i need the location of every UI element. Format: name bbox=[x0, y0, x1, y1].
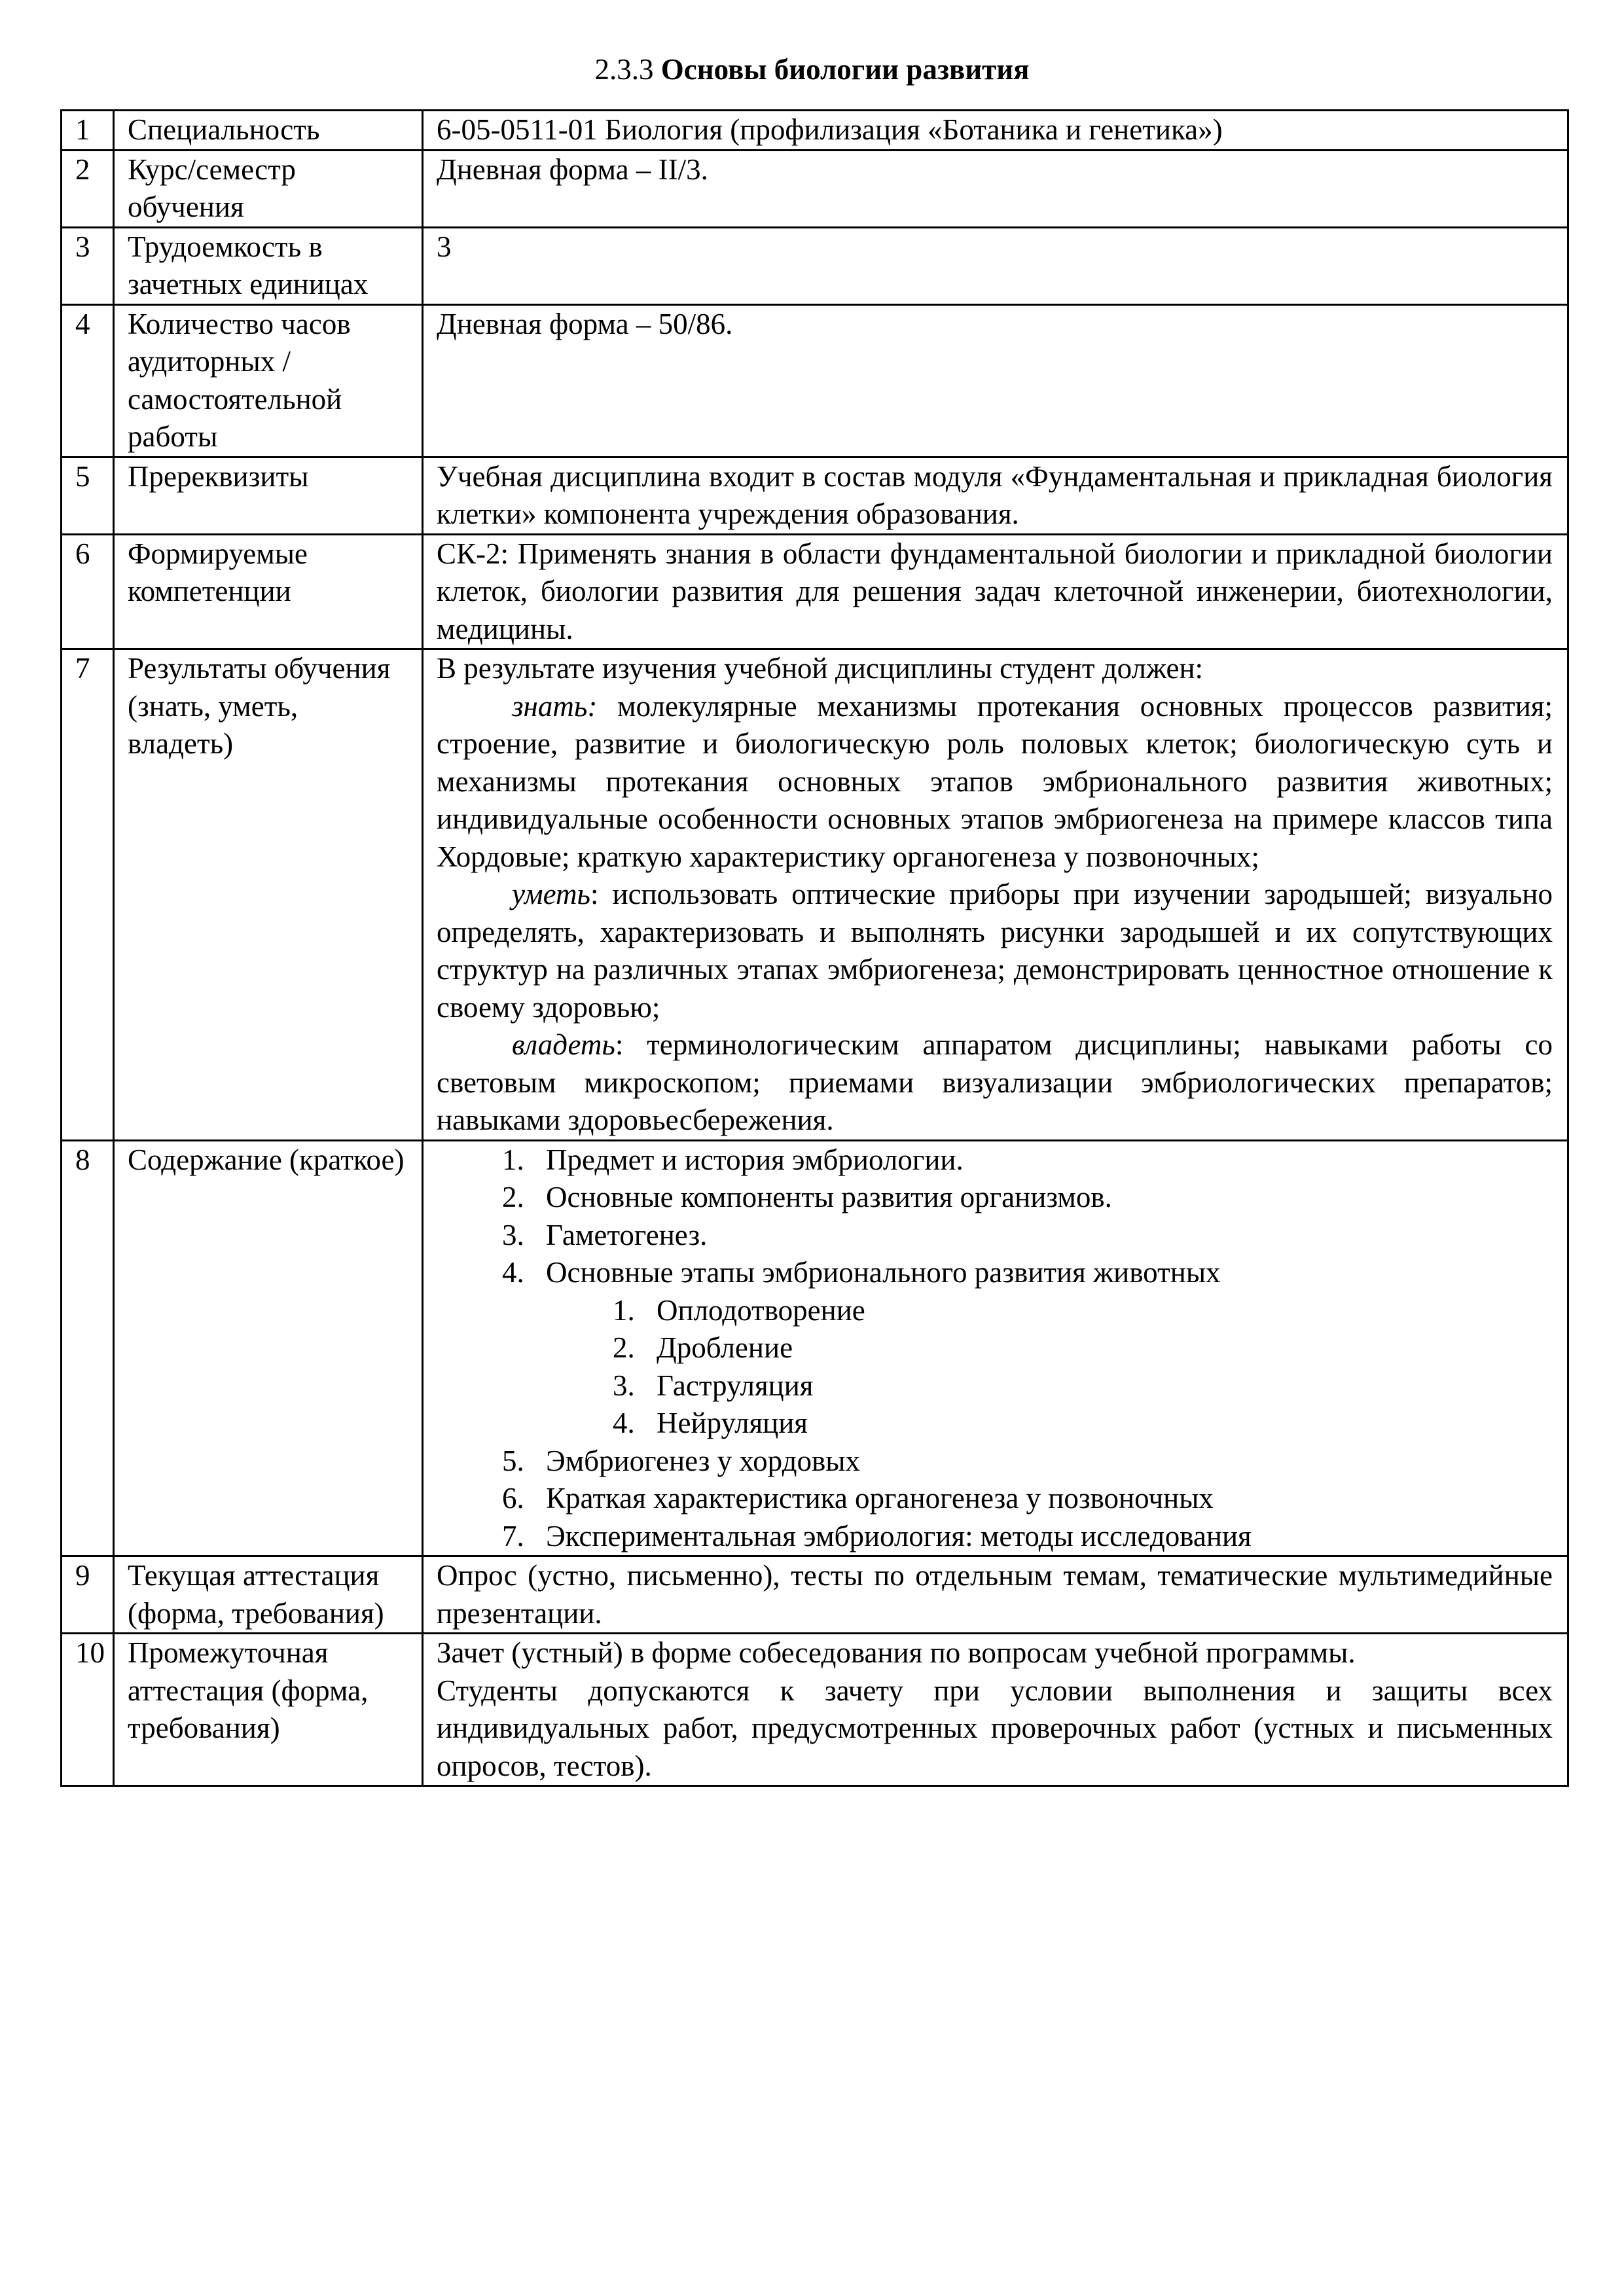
list-item: 4. Нейруляция bbox=[642, 1405, 1553, 1443]
list-item-text: Основные этапы эмбрионального развития животных bbox=[546, 1256, 1221, 1289]
table-row bbox=[62, 227, 1568, 304]
list-item: 3. Гаструляция bbox=[642, 1367, 1553, 1405]
can-text: : использовать оптические приборы при изучении зародышей; визуально определять, характеризовать и выполнять рисунки зародышей и их сопутствующих структур на различных этапах эмбриогенеза; демонстрировать ценностное отношение к своему здоровью; bbox=[437, 878, 1553, 1024]
row-number: 9 bbox=[62, 1556, 114, 1634]
exam-form: Зачет (устный) в форме собеседования по вопросам учебной программы. bbox=[437, 1636, 1356, 1669]
row-label: Трудоемкость в зачетных единицах bbox=[114, 227, 423, 304]
own-text: : терминологическим аппаратом дисциплины; навыками работы со световым микроскопом; приемами визуализации эмбриологических препаратов; навыками здоровьесбережения. bbox=[437, 1028, 1553, 1136]
list-item: 3. Гаметогенез. bbox=[532, 1217, 1553, 1255]
row-label: Содержание (краткое) bbox=[114, 1140, 423, 1556]
know-text: молекулярные механизмы протекания основных процессов развития; строение, развитие и биологическую роль половых клеток; биологическую суть и механизмы протекания основных этапов эмбрионального развития животных; индивидуальные особенности основных этапов эмбриогенеза на примере классов типа Хордовые; краткую характеристику органогенеза у позвоночных; bbox=[437, 689, 1553, 873]
table-row bbox=[62, 649, 1568, 1141]
row-number: 3 bbox=[62, 227, 114, 304]
subtopics-list bbox=[546, 1292, 1553, 1443]
table-row bbox=[62, 1556, 1568, 1634]
table-row bbox=[62, 111, 1568, 151]
row-number: 7 bbox=[62, 649, 114, 1141]
list-item: 5. Эмбриогенез у хордовых bbox=[532, 1443, 1553, 1480]
discipline-table bbox=[60, 109, 1569, 1787]
can-label: уметь bbox=[512, 878, 590, 910]
row-number: 8 bbox=[62, 1140, 114, 1556]
list-item: 2. Основные компоненты развития организмов. bbox=[532, 1179, 1553, 1217]
row-content: Учебная дисциплина входит в состав модуля «Фундаментальная и прикладная биология клетки» компонента учреждения образования. bbox=[423, 457, 1568, 534]
row-label: Промежуточная аттестация (форма, требования) bbox=[114, 1634, 423, 1786]
own-label: владеть bbox=[512, 1028, 615, 1061]
row-label: Специальность bbox=[114, 111, 423, 151]
list-item: 6. Краткая характеристика органогенеза у позвоночных bbox=[532, 1480, 1553, 1518]
list-item: 1. Оплодотворение bbox=[642, 1292, 1553, 1330]
outcomes-know bbox=[437, 688, 1553, 876]
row-number: 4 bbox=[62, 304, 114, 457]
row-content: 6-05-0511-01 Биология (профилизация «Ботаника и генетика») bbox=[423, 111, 1568, 151]
list-item: 2. Дробление bbox=[642, 1329, 1553, 1367]
know-label: знать: bbox=[512, 689, 598, 723]
table-row bbox=[62, 457, 1568, 534]
table-row bbox=[62, 150, 1568, 227]
content-outline bbox=[423, 1140, 1568, 1556]
row-number: 6 bbox=[62, 534, 114, 649]
row-label: Формируемые компетенции bbox=[114, 534, 423, 649]
row-number: 2 bbox=[62, 150, 114, 227]
table-row bbox=[62, 534, 1568, 649]
row-label: Количество часов аудиторных / самостоятельной работы bbox=[114, 304, 423, 457]
row-content: Дневная форма – 50/86. bbox=[423, 304, 1568, 457]
row-content: Опрос (устно, письменно), тесты по отдельным темам, тематические мультимедийные презентации. bbox=[423, 1556, 1568, 1634]
row-content: 3 bbox=[423, 227, 1568, 304]
row-content: Дневная форма – II/3. bbox=[423, 150, 1568, 227]
row-content bbox=[423, 1634, 1568, 1786]
row-number: 10 bbox=[62, 1634, 114, 1786]
table-row bbox=[62, 1634, 1568, 1786]
exam-requirements: Студенты допускаются к зачету при условии выполнения и защиты всех индивидуальных работ, предусмотренных проверочных работ (устных и письменных опросов, тестов). bbox=[437, 1674, 1553, 1782]
row-number: 5 bbox=[62, 457, 114, 534]
list-item: 1. Предмет и история эмбриологии. bbox=[532, 1141, 1553, 1179]
list-item bbox=[532, 1254, 1553, 1443]
row-label: Текущая аттестация (форма, требования) bbox=[114, 1556, 423, 1634]
outcomes-intro: В результате изучения учебной дисциплины студент должен: bbox=[437, 652, 1204, 685]
outcomes-own bbox=[437, 1026, 1553, 1139]
document-title bbox=[0, 51, 1624, 88]
title-text: Основы биологии развития bbox=[660, 53, 1030, 86]
learning-outcomes bbox=[423, 649, 1568, 1141]
outcomes-can bbox=[437, 876, 1553, 1026]
row-label: Результаты обучения (знать, уметь, владеть) bbox=[114, 649, 423, 1141]
table-row bbox=[62, 1140, 1568, 1556]
list-item: 7. Экспериментальная эмбриология: методы исследования bbox=[532, 1518, 1553, 1556]
row-label: Пререквизиты bbox=[114, 457, 423, 534]
row-number: 1 bbox=[62, 111, 114, 151]
topics-list bbox=[437, 1141, 1553, 1556]
row-content: СК-2: Применять знания в области фундаментальной биологии и прикладной биологии клеток, биологии развития для решения задач клеточной инженерии, биотехнологии, медицины. bbox=[423, 534, 1568, 649]
table-row bbox=[62, 304, 1568, 457]
row-label: Курс/семестр обучения bbox=[114, 150, 423, 227]
title-number: 2.3.3 bbox=[594, 53, 654, 86]
